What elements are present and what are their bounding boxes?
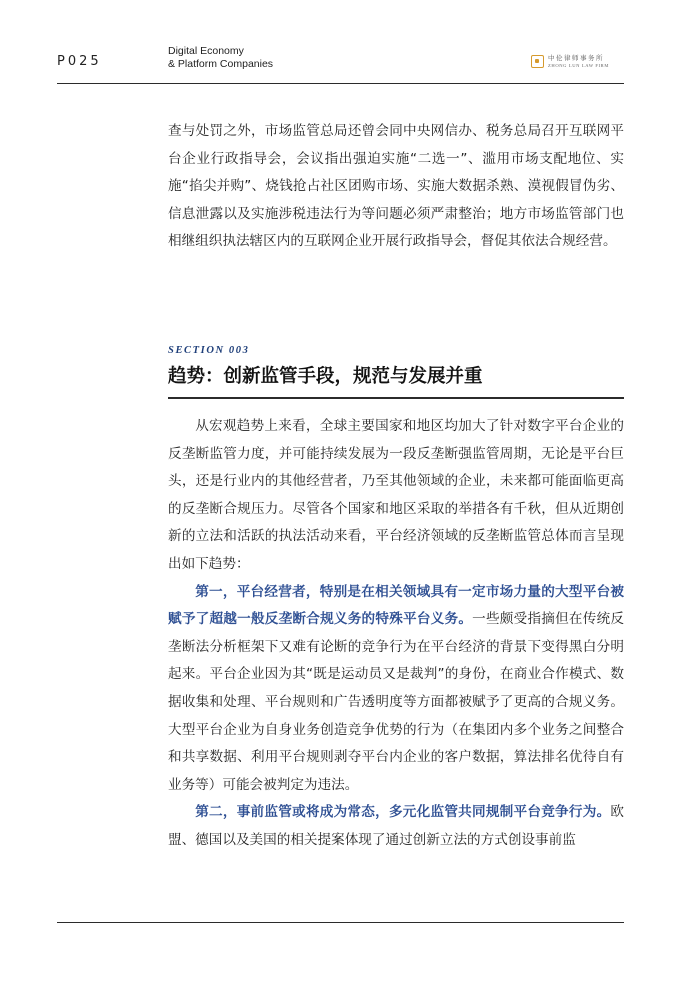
firm-name-cn: 中伦律师事务所 xyxy=(548,53,604,62)
firm-logo-text xyxy=(548,55,609,69)
trend-one-body: 一些颇受指摘但在传统反垄断法分析框架下又难有论断的竞争行为在平台经济的背景下变得黑白分明起来。平台企业因为其“既是运动员又是裁判”的身份，在商业合作模式、数据收集和处理、平台规则和广告透明度等方面都被赋予了更高的合规义务。大型平台企业为自身业务创造竞争优势的行为（在集团内多个业务之间整合和共享数据、利用平台规则剥夺平台内企业的客户数据，算法排名优待自有业务等）可能会被判定为违法。 xyxy=(168,611,625,793)
trend-one-highlight: 第一，平台经营者，特别是在相关领域具有一定市场力量的大型平台被赋予了超越一般反垄断合规义务的特殊平台义务。 xyxy=(168,583,624,628)
section-label: SECTION 003 xyxy=(168,345,250,356)
trend-one-paragraph xyxy=(168,579,624,800)
publication-title xyxy=(168,45,273,71)
footer-divider xyxy=(57,922,624,923)
firm-name-en: ZHONG LUN LAW FIRM xyxy=(548,62,610,68)
page-header xyxy=(0,0,680,84)
trend-two-body: 欧盟、德国以及美国的相关提案体现了通过创新立法的方式创设事前监 xyxy=(168,804,624,848)
header-divider xyxy=(57,83,624,84)
firm-logo xyxy=(531,53,609,70)
trend-two-highlight: 第二，事前监管或将成为常态，多元化监管共同规制平台竞争行为。 xyxy=(195,804,611,821)
section-title: 趋势：创新监管手段，规范与发展并重 xyxy=(168,366,483,387)
publication-line-2: & Platform Companies xyxy=(168,58,274,70)
section-body xyxy=(168,413,624,855)
trend-two-paragraph xyxy=(168,799,624,854)
continued-paragraph: 查与处罚之外，市场监管总局还曾会同中央网信办、税务总局召开互联网平台企业行政指导会，会议指出强迫实施“二选一”、滥用市场支配地位、实施“掐尖并购”、烧钱抢占社区团购市场、实施大数据杀熟、漠视假冒伪劣、信息泄露以及实施涉税违法行为等问题必须严肃整治；地方市场监管部门也相继组织执法辖区内的互联网企业开展行政指导会，督促其依法合规经营。 xyxy=(168,123,624,250)
page-number: P025 xyxy=(57,54,102,69)
section-divider xyxy=(168,397,624,399)
intro-paragraph: 从宏观趋势上来看，全球主要国家和地区均加大了针对数字平台企业的反垄断监管力度，并可能持续发展为一段反垄断强监管周期，无论是平台巨头，还是行业内的其他经营者，乃至其他领域的企业，未来都可能面临更高的反垄断合规压力。尽管各个国家和地区采取的举措各有千秋，但从近期创新的立法和活跃的执法活动来看，平台经济领域的反垄断监管总体而言呈现出如下趋势： xyxy=(168,418,624,572)
publication-line-1: Digital Economy xyxy=(168,45,244,57)
firm-logo-icon xyxy=(531,55,544,68)
